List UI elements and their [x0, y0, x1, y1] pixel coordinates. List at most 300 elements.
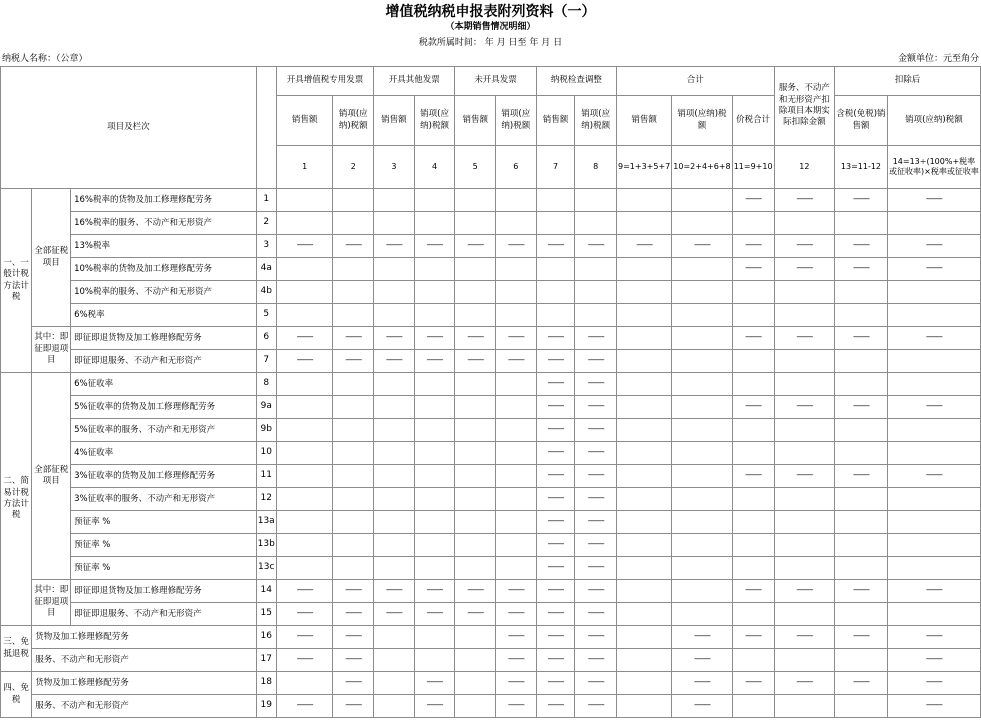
disabled-cell: —— — [536, 534, 575, 557]
input-cell[interactable] — [672, 327, 732, 350]
disabled-cell: —— — [575, 327, 617, 350]
disabled-cell: —— — [536, 350, 575, 373]
input-cell[interactable] — [672, 603, 732, 626]
input-cell[interactable] — [455, 212, 496, 235]
input-cell[interactable] — [455, 695, 496, 718]
input-cell[interactable] — [575, 189, 617, 212]
input-cell[interactable] — [455, 511, 496, 534]
table-row — [1, 350, 981, 373]
input-cell[interactable] — [672, 212, 732, 235]
input-cell[interactable] — [276, 488, 333, 511]
disabled-cell: —— — [575, 442, 617, 465]
input-cell[interactable] — [536, 212, 575, 235]
input-cell[interactable] — [774, 212, 834, 235]
disabled-cell: —— — [575, 373, 617, 396]
row-number: 16 — [256, 626, 276, 649]
input-cell[interactable] — [617, 350, 672, 373]
disabled-cell: —— — [333, 580, 374, 603]
input-cell[interactable] — [774, 649, 834, 672]
input-cell[interactable] — [835, 212, 888, 235]
group-after-deduction: 扣除后 — [835, 67, 981, 96]
input-cell[interactable] — [414, 304, 455, 327]
input-cell[interactable] — [732, 695, 774, 718]
input-cell[interactable] — [672, 442, 732, 465]
input-cell[interactable] — [374, 419, 415, 442]
input-cell[interactable] — [276, 511, 333, 534]
input-cell[interactable] — [276, 281, 333, 304]
input-cell[interactable] — [333, 534, 374, 557]
row-number: 6 — [256, 327, 276, 350]
input-cell[interactable] — [672, 580, 732, 603]
input-cell[interactable] — [455, 488, 496, 511]
input-cell[interactable] — [536, 304, 575, 327]
disabled-cell: —— — [732, 189, 774, 212]
section-exempt: 四、免税 — [1, 672, 32, 718]
table-row — [1, 534, 981, 557]
input-cell[interactable] — [276, 396, 333, 419]
input-cell[interactable] — [887, 557, 980, 580]
input-cell[interactable] — [276, 212, 333, 235]
input-cell[interactable] — [333, 373, 374, 396]
disabled-cell: —— — [374, 235, 415, 258]
disabled-cell: —— — [774, 626, 834, 649]
row-label: 6%征收率 — [71, 373, 257, 396]
disabled-cell: —— — [333, 672, 374, 695]
input-cell[interactable] — [455, 626, 496, 649]
input-cell[interactable] — [617, 304, 672, 327]
input-cell[interactable] — [732, 212, 774, 235]
row-label: 5%征收率的货物及加工修理修配劳务 — [71, 396, 257, 419]
input-cell[interactable] — [835, 557, 888, 580]
disabled-cell: —— — [414, 327, 455, 350]
input-cell[interactable] — [887, 281, 980, 304]
input-cell[interactable] — [333, 258, 374, 281]
input-cell[interactable] — [887, 534, 980, 557]
input-cell[interactable] — [617, 672, 672, 695]
input-cell[interactable] — [414, 396, 455, 419]
input-cell[interactable] — [496, 534, 537, 557]
input-cell[interactable] — [887, 304, 980, 327]
input-cell[interactable] — [374, 626, 415, 649]
input-cell[interactable] — [835, 649, 888, 672]
input-cell[interactable] — [887, 488, 980, 511]
input-cell[interactable] — [887, 212, 980, 235]
input-cell[interactable] — [414, 534, 455, 557]
input-cell[interactable] — [835, 488, 888, 511]
row-label: 即征即退服务、不动产和无形资产 — [71, 350, 257, 373]
disabled-cell: —— — [276, 695, 333, 718]
input-cell[interactable] — [496, 396, 537, 419]
input-cell[interactable] — [732, 649, 774, 672]
input-cell[interactable] — [455, 442, 496, 465]
disabled-cell: —— — [732, 235, 774, 258]
input-cell[interactable] — [276, 258, 333, 281]
input-cell[interactable] — [374, 396, 415, 419]
disabled-cell: —— — [455, 603, 496, 626]
row-label: 13%税率 — [71, 235, 257, 258]
input-cell[interactable] — [496, 258, 537, 281]
input-cell[interactable] — [455, 396, 496, 419]
input-cell[interactable] — [414, 511, 455, 534]
row-number: 12 — [256, 488, 276, 511]
input-cell[interactable] — [732, 281, 774, 304]
row-label: 预征率 % — [71, 557, 257, 580]
input-cell[interactable] — [732, 304, 774, 327]
input-cell[interactable] — [496, 304, 537, 327]
row-label: 3%征收率的服务、不动产和无形资产 — [71, 488, 257, 511]
input-cell[interactable] — [374, 649, 415, 672]
input-cell[interactable] — [887, 373, 980, 396]
input-cell[interactable] — [617, 373, 672, 396]
input-cell[interactable] — [575, 258, 617, 281]
input-cell[interactable] — [276, 557, 333, 580]
disabled-cell: —— — [887, 189, 980, 212]
input-cell[interactable] — [455, 373, 496, 396]
input-cell[interactable] — [617, 396, 672, 419]
input-cell[interactable] — [887, 603, 980, 626]
input-cell[interactable] — [374, 534, 415, 557]
input-cell[interactable] — [276, 672, 333, 695]
input-cell[interactable] — [617, 534, 672, 557]
row-number: 5 — [256, 304, 276, 327]
input-cell[interactable] — [276, 373, 333, 396]
col-total-tax: 销项(应纳)税额 — [672, 96, 732, 146]
disabled-cell: —— — [575, 488, 617, 511]
table-row — [1, 672, 981, 695]
disabled-cell: —— — [333, 626, 374, 649]
input-cell[interactable] — [835, 304, 888, 327]
input-cell[interactable] — [774, 373, 834, 396]
input-cell[interactable] — [617, 511, 672, 534]
disabled-cell: —— — [536, 235, 575, 258]
row-label: 服务、不动产和无形资产 — [32, 649, 256, 672]
input-cell[interactable] — [455, 258, 496, 281]
group-no-invoice: 未开具发票 — [455, 67, 536, 96]
input-cell[interactable] — [414, 419, 455, 442]
input-cell[interactable] — [455, 557, 496, 580]
input-cell[interactable] — [774, 488, 834, 511]
row-label: 即征即退货物及加工修理修配劳务 — [71, 580, 257, 603]
input-cell[interactable] — [732, 350, 774, 373]
disabled-cell: —— — [672, 695, 732, 718]
disabled-cell: —— — [374, 350, 415, 373]
disabled-cell: —— — [575, 419, 617, 442]
input-cell[interactable] — [414, 465, 455, 488]
input-cell[interactable] — [374, 281, 415, 304]
input-cell[interactable] — [774, 511, 834, 534]
row-number: 18 — [256, 672, 276, 695]
input-cell[interactable] — [835, 281, 888, 304]
input-cell[interactable] — [732, 511, 774, 534]
input-cell[interactable] — [774, 603, 834, 626]
input-cell[interactable] — [774, 695, 834, 718]
table-row — [1, 189, 981, 212]
disabled-cell: —— — [575, 649, 617, 672]
input-cell[interactable] — [333, 189, 374, 212]
col-sales-7: 销售额 — [536, 96, 575, 146]
input-cell[interactable] — [333, 557, 374, 580]
input-cell[interactable] — [374, 373, 415, 396]
input-cell[interactable] — [276, 419, 333, 442]
disabled-cell: —— — [496, 235, 537, 258]
input-cell[interactable] — [672, 189, 732, 212]
input-cell[interactable] — [333, 419, 374, 442]
input-cell[interactable] — [496, 557, 537, 580]
input-cell[interactable] — [672, 488, 732, 511]
group-all-levy-simple: 全部征税项目 — [32, 373, 71, 580]
row-label: 3%征收率的货物及加工修理修配劳务 — [71, 465, 257, 488]
disabled-cell: —— — [333, 695, 374, 718]
input-cell[interactable] — [617, 281, 672, 304]
input-cell[interactable] — [414, 626, 455, 649]
disabled-cell: —— — [414, 695, 455, 718]
input-cell[interactable] — [536, 258, 575, 281]
disabled-cell: —— — [887, 396, 980, 419]
input-cell[interactable] — [575, 212, 617, 235]
input-cell[interactable] — [887, 442, 980, 465]
input-cell[interactable] — [276, 304, 333, 327]
column-number-12: 12 — [774, 146, 834, 189]
page-title: 增值税纳税申报表附列资料（一） — [385, 4, 596, 20]
disabled-cell: —— — [333, 327, 374, 350]
input-cell[interactable] — [374, 304, 415, 327]
input-cell[interactable] — [732, 373, 774, 396]
disabled-cell: —— — [732, 396, 774, 419]
input-cell[interactable] — [617, 649, 672, 672]
input-cell[interactable] — [835, 373, 888, 396]
table-row — [1, 396, 981, 419]
input-cell[interactable] — [835, 534, 888, 557]
disabled-cell: —— — [374, 327, 415, 350]
input-cell[interactable] — [333, 396, 374, 419]
column-number-13: 13=11-12 — [835, 146, 888, 189]
row-label: 5%征收率的服务、不动产和无形资产 — [71, 419, 257, 442]
input-cell[interactable] — [617, 603, 672, 626]
disabled-cell: —— — [575, 396, 617, 419]
input-cell[interactable] — [672, 281, 732, 304]
input-cell[interactable] — [774, 419, 834, 442]
input-cell[interactable] — [732, 534, 774, 557]
input-cell[interactable] — [672, 465, 732, 488]
input-cell[interactable] — [672, 258, 732, 281]
input-cell[interactable] — [617, 419, 672, 442]
col-tax-6: 销项(应纳)税额 — [496, 96, 537, 146]
input-cell[interactable] — [496, 419, 537, 442]
input-cell[interactable] — [496, 465, 537, 488]
input-cell[interactable] — [835, 511, 888, 534]
input-cell[interactable] — [414, 212, 455, 235]
input-cell[interactable] — [374, 212, 415, 235]
group-deduction: 服务、不动产和无形资产扣除项目本期实际扣除金额 — [774, 67, 834, 146]
input-cell[interactable] — [732, 419, 774, 442]
table-row — [1, 419, 981, 442]
input-cell[interactable] — [672, 396, 732, 419]
input-cell[interactable] — [496, 488, 537, 511]
table-row — [1, 488, 981, 511]
row-number: 17 — [256, 649, 276, 672]
taxpayer-name: 纳税人名称：（公章） — [2, 54, 88, 64]
input-cell[interactable] — [887, 511, 980, 534]
table-row — [1, 281, 981, 304]
input-cell[interactable] — [455, 465, 496, 488]
input-cell[interactable] — [333, 511, 374, 534]
row-label: 10%税率的服务、不动产和无形资产 — [71, 281, 257, 304]
input-cell[interactable] — [374, 511, 415, 534]
input-cell[interactable] — [276, 465, 333, 488]
input-cell[interactable] — [333, 488, 374, 511]
row-label: 即征即退服务、不动产和无形资产 — [71, 603, 257, 626]
disabled-cell: —— — [887, 626, 980, 649]
input-cell[interactable] — [414, 281, 455, 304]
input-cell[interactable] — [575, 304, 617, 327]
input-cell[interactable] — [333, 442, 374, 465]
group-total: 合计 — [617, 67, 775, 96]
group-refund-simple: 其中：即征即退项目 — [32, 580, 71, 626]
input-cell[interactable] — [617, 580, 672, 603]
input-cell[interactable] — [496, 373, 537, 396]
input-cell[interactable] — [672, 350, 732, 373]
input-cell[interactable] — [835, 419, 888, 442]
input-cell[interactable] — [732, 442, 774, 465]
input-cell[interactable] — [455, 649, 496, 672]
input-cell[interactable] — [414, 557, 455, 580]
disabled-cell: —— — [536, 419, 575, 442]
input-cell[interactable] — [374, 488, 415, 511]
input-cell[interactable] — [414, 488, 455, 511]
input-cell[interactable] — [617, 695, 672, 718]
input-cell[interactable] — [374, 258, 415, 281]
disabled-cell: —— — [374, 580, 415, 603]
input-cell[interactable] — [575, 281, 617, 304]
input-cell[interactable] — [617, 626, 672, 649]
input-cell[interactable] — [774, 534, 834, 557]
input-cell[interactable] — [496, 212, 537, 235]
disabled-cell: —— — [835, 580, 888, 603]
page-subtitle: （本期销售情况明细） — [445, 22, 536, 32]
input-cell[interactable] — [617, 258, 672, 281]
input-cell[interactable] — [732, 603, 774, 626]
input-cell[interactable] — [455, 189, 496, 212]
input-cell[interactable] — [374, 189, 415, 212]
disabled-cell: —— — [414, 672, 455, 695]
input-cell[interactable] — [333, 212, 374, 235]
disabled-cell: —— — [333, 350, 374, 373]
table-row — [1, 235, 981, 258]
disabled-cell: —— — [333, 649, 374, 672]
input-cell[interactable] — [617, 488, 672, 511]
disabled-cell: —— — [414, 350, 455, 373]
input-cell[interactable] — [617, 212, 672, 235]
row-number: 4b — [256, 281, 276, 304]
input-cell[interactable] — [276, 442, 333, 465]
input-cell[interactable] — [835, 695, 888, 718]
disabled-cell: —— — [496, 626, 537, 649]
input-cell[interactable] — [414, 189, 455, 212]
input-cell[interactable] — [455, 304, 496, 327]
input-cell[interactable] — [617, 465, 672, 488]
input-cell[interactable] — [774, 350, 834, 373]
input-cell[interactable] — [496, 511, 537, 534]
input-cell[interactable] — [455, 672, 496, 695]
input-cell[interactable] — [414, 373, 455, 396]
input-cell[interactable] — [617, 189, 672, 212]
input-cell[interactable] — [835, 350, 888, 373]
disabled-cell: —— — [774, 327, 834, 350]
disabled-cell: —— — [496, 695, 537, 718]
input-cell[interactable] — [617, 557, 672, 580]
input-cell[interactable] — [672, 304, 732, 327]
disabled-cell: —— — [496, 350, 537, 373]
disabled-cell: —— — [536, 327, 575, 350]
input-cell[interactable] — [672, 511, 732, 534]
table-row — [1, 626, 981, 649]
input-cell[interactable] — [774, 557, 834, 580]
input-cell[interactable] — [276, 189, 333, 212]
col-tax-8: 销项(应纳)税额 — [575, 96, 617, 146]
disabled-cell: —— — [617, 235, 672, 258]
input-cell[interactable] — [672, 419, 732, 442]
input-cell[interactable] — [414, 258, 455, 281]
input-cell[interactable] — [455, 419, 496, 442]
input-cell[interactable] — [887, 350, 980, 373]
input-cell[interactable] — [414, 649, 455, 672]
disabled-cell: —— — [455, 235, 496, 258]
input-cell[interactable] — [333, 465, 374, 488]
input-cell[interactable] — [672, 557, 732, 580]
table-row — [1, 212, 981, 235]
col-tax-2: 销项(应纳)税额 — [333, 96, 374, 146]
row-number: 19 — [256, 695, 276, 718]
input-cell[interactable] — [333, 281, 374, 304]
input-cell[interactable] — [774, 281, 834, 304]
input-cell[interactable] — [617, 327, 672, 350]
input-cell[interactable] — [276, 534, 333, 557]
row-number: 1 — [256, 189, 276, 212]
input-cell[interactable] — [672, 373, 732, 396]
disabled-cell: —— — [575, 557, 617, 580]
input-cell[interactable] — [732, 557, 774, 580]
input-cell[interactable] — [496, 281, 537, 304]
input-cell[interactable] — [374, 465, 415, 488]
input-cell[interactable] — [887, 419, 980, 442]
input-cell[interactable] — [672, 534, 732, 557]
input-cell[interactable] — [455, 281, 496, 304]
input-cell[interactable] — [333, 304, 374, 327]
input-cell[interactable] — [774, 442, 834, 465]
input-cell[interactable] — [455, 534, 496, 557]
input-cell[interactable] — [374, 695, 415, 718]
input-cell[interactable] — [374, 672, 415, 695]
input-cell[interactable] — [496, 442, 537, 465]
input-cell[interactable] — [374, 442, 415, 465]
input-cell[interactable] — [774, 304, 834, 327]
row-number: 7 — [256, 350, 276, 373]
disabled-cell: —— — [536, 511, 575, 534]
input-cell[interactable] — [835, 603, 888, 626]
input-cell[interactable] — [536, 189, 575, 212]
disabled-cell: —— — [536, 695, 575, 718]
input-cell[interactable] — [536, 281, 575, 304]
input-cell[interactable] — [374, 557, 415, 580]
input-cell[interactable] — [617, 442, 672, 465]
input-cell[interactable] — [496, 189, 537, 212]
disabled-cell: —— — [774, 396, 834, 419]
disabled-cell: —— — [732, 626, 774, 649]
input-cell[interactable] — [414, 442, 455, 465]
input-cell[interactable] — [835, 442, 888, 465]
input-cell[interactable] — [732, 488, 774, 511]
col-after-sales: 含税(免税)销售额 — [835, 96, 888, 146]
